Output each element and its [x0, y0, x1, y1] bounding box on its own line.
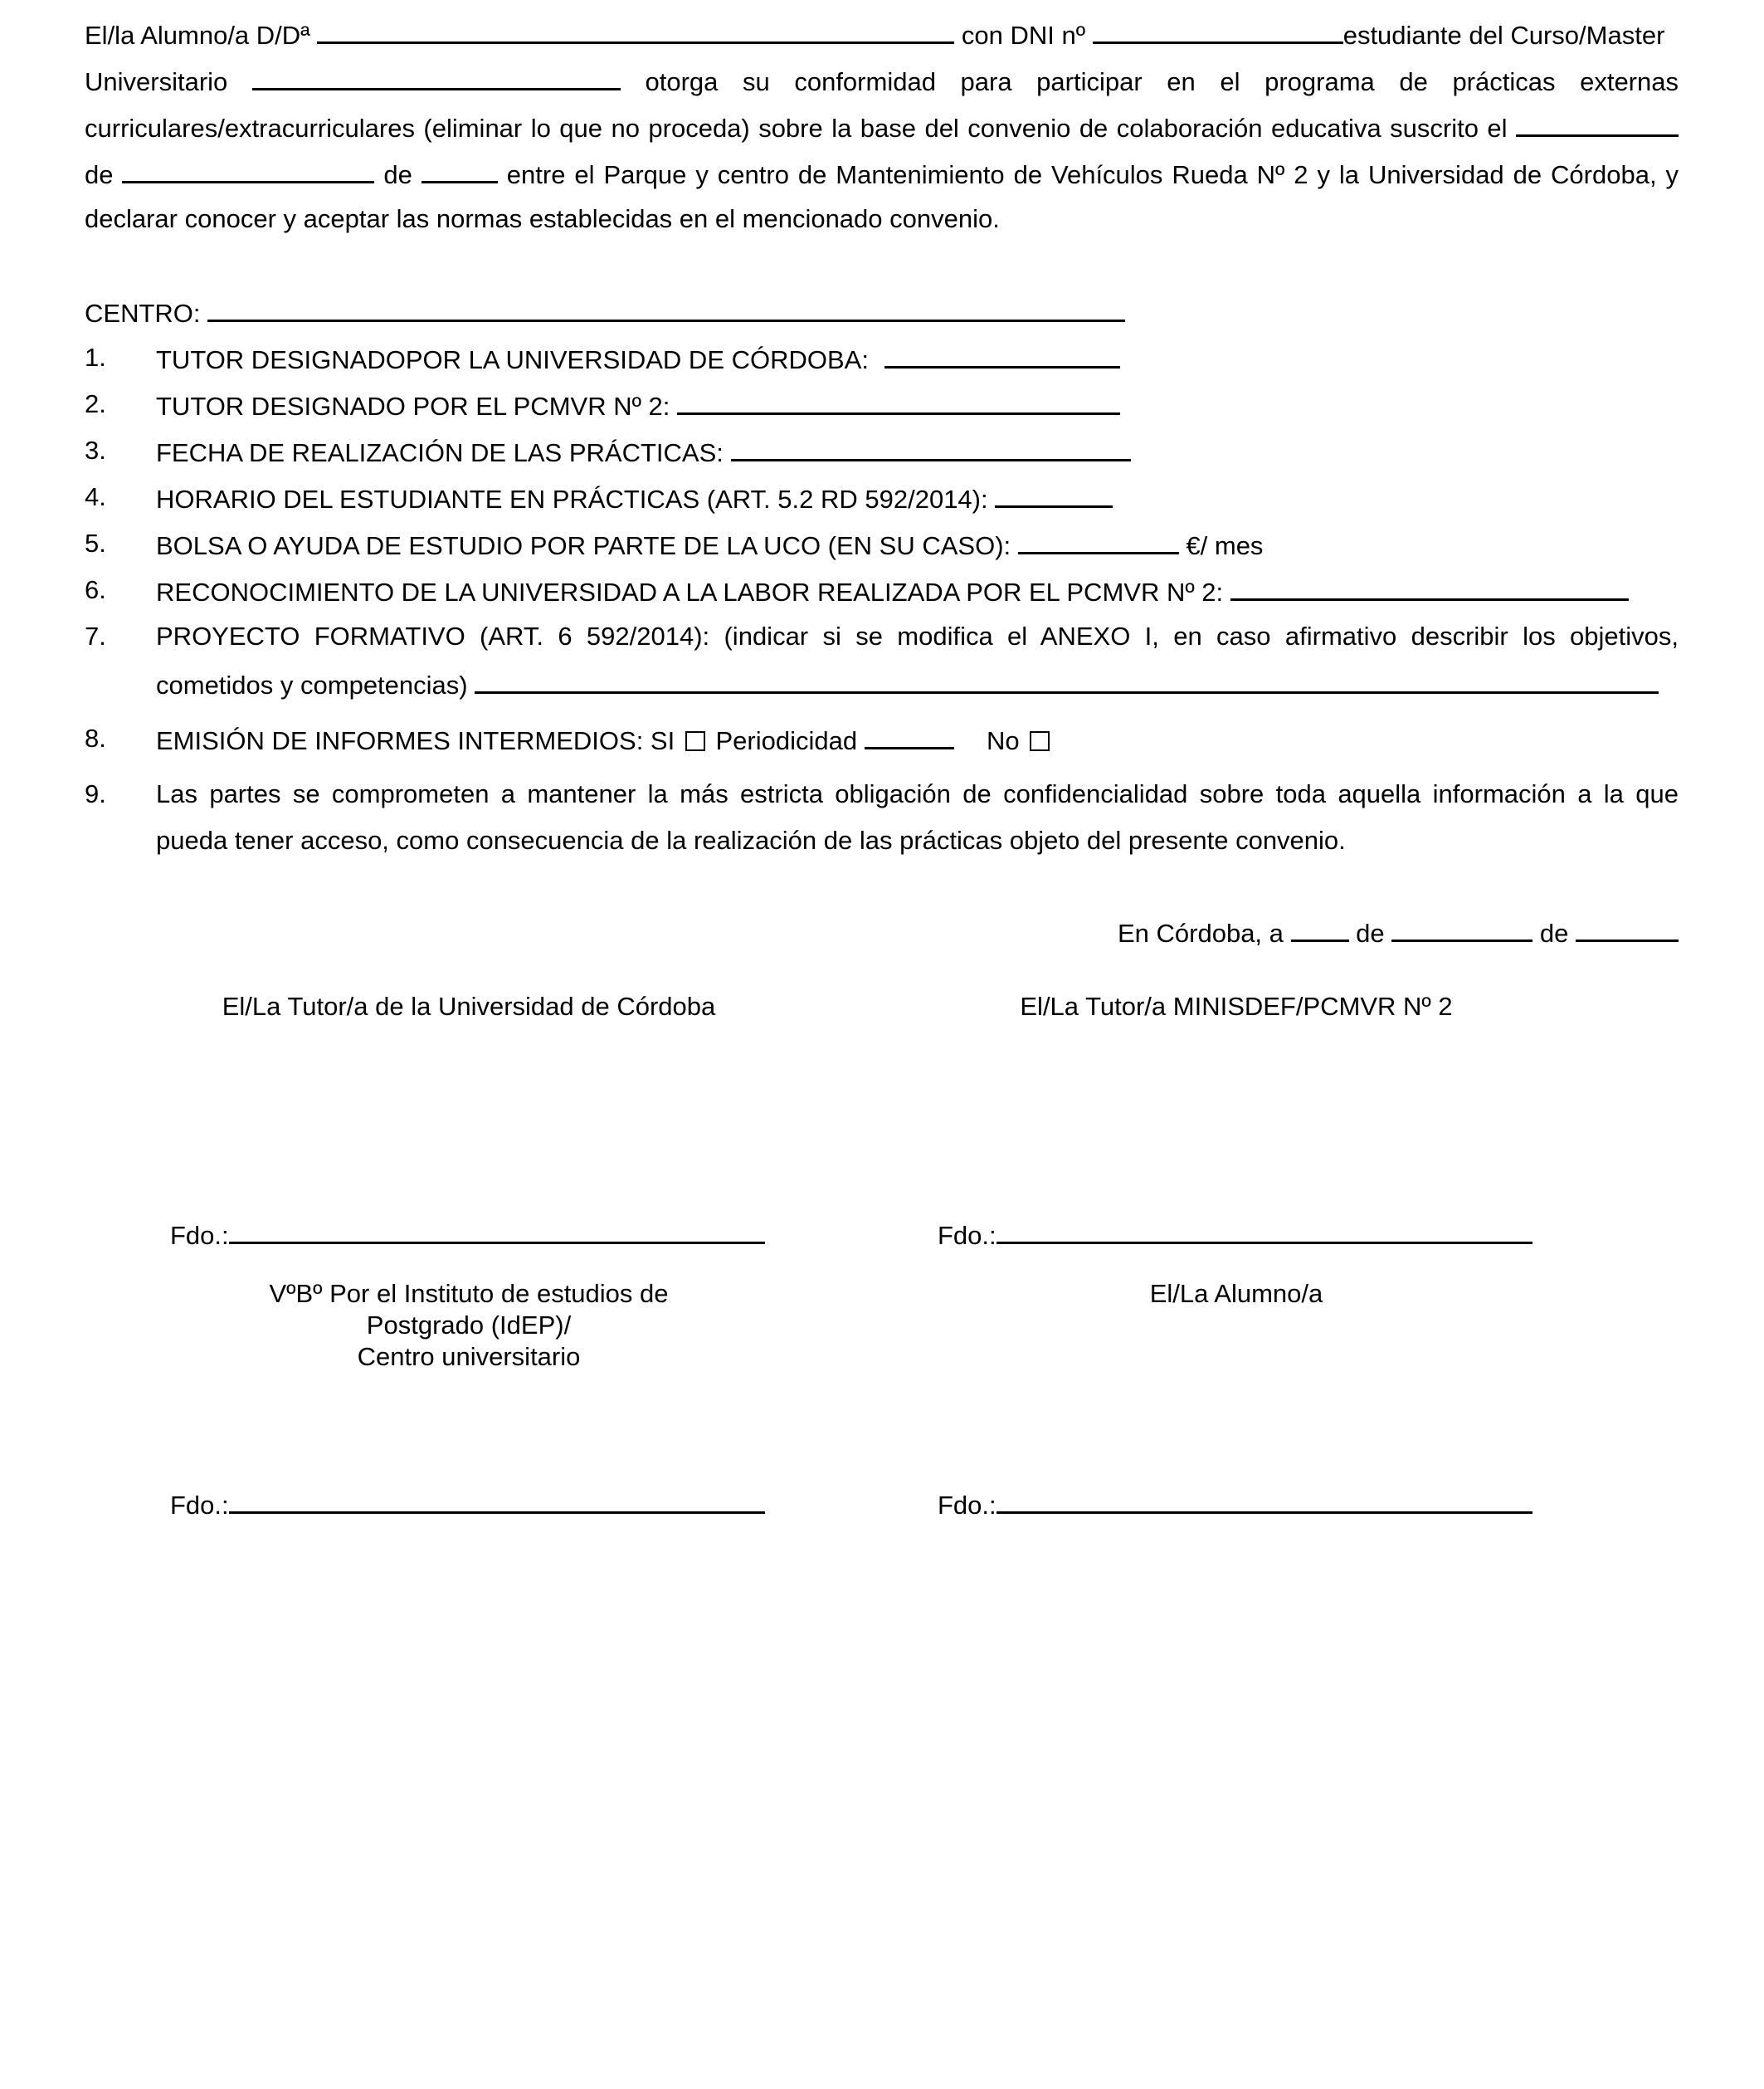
item-number: 1. — [85, 343, 106, 372]
intro-course-label: estudiante del Curso/Master — [1342, 21, 1665, 50]
item-text: FECHA DE REALIZACIÓN DE LAS PRÁCTICAS: — [156, 438, 724, 467]
intro-line-5 — [85, 203, 1679, 236]
agreement-day-field[interactable] — [1516, 110, 1679, 137]
schedule-field[interactable] — [995, 481, 1113, 508]
item-text: RECONOCIMIENTO DE LA UNIVERSIDAD A LA LABOR REALIZADA POR EL PCMVR Nº 2: — [156, 578, 1224, 607]
dni-field[interactable] — [1093, 17, 1343, 44]
intro-de-label: de — [85, 160, 114, 189]
item-text: TUTOR DESIGNADO POR EL PCMVR Nº 2: — [156, 392, 670, 421]
fdo-tutor-uco — [170, 1217, 765, 1252]
tutor-uco-heading: El/La Tutor/a de la Universidad de Córdoba — [222, 992, 716, 1021]
intro-agreement-text: curriculares/extracurriculares (eliminar lo que no proceda) sobre la base del convenio de colaboración educativa suscrito el — [85, 114, 1508, 143]
item-text: BOLSA O AYUDA DE ESTUDIO POR PARTE DE LA UCO (EN SU CASO): — [156, 531, 1011, 560]
recognition-field[interactable] — [1230, 573, 1629, 601]
item-text-line-1: PROYECTO FORMATIVO (ART. 6 592/2014): (indicar si se modifica el ANEXO I, en caso afirmativo describir los objetivos, — [156, 622, 1679, 651]
vobo-heading — [170, 1278, 767, 1373]
date-year-field[interactable] — [1576, 915, 1679, 942]
periodicity-field[interactable] — [865, 722, 954, 749]
si-checkbox[interactable] — [685, 731, 705, 751]
intro-dni-label: con DNI nº — [961, 21, 1086, 50]
agreement-month-field[interactable] — [122, 156, 374, 183]
date-line — [1118, 915, 1679, 950]
vobo-line-2: Postgrado (IdEP)/ — [366, 1311, 572, 1340]
signature-tutor-minisdef-field[interactable] — [997, 1217, 1533, 1244]
date-place-label: En Córdoba, a — [1117, 919, 1284, 948]
date-day-field[interactable] — [1291, 915, 1349, 942]
list-item-9 — [85, 778, 1679, 871]
intro-parties-text: entre el Parque y centro de Mantenimiento de Vehículos Rueda Nº 2 y la Universidad de Córdoba, y — [506, 160, 1679, 189]
project-field[interactable] — [475, 666, 1659, 694]
signature-vobo-field[interactable] — [229, 1486, 765, 1514]
course-name-field[interactable] — [252, 63, 621, 90]
signature-alumno-field[interactable] — [997, 1486, 1533, 1514]
tutor-uco-field[interactable] — [884, 341, 1120, 369]
item-text: HORARIO DEL ESTUDIANTE EN PRÁCTICAS (ART. 5.2 RD 592/2014): — [156, 485, 988, 514]
fdo-vobo — [170, 1486, 765, 1522]
item-number: 7. — [85, 622, 106, 651]
intro-line-1 — [85, 17, 1679, 52]
tutor-minisdef-heading: El/La Tutor/a MINISDEF/PCMVR Nº 2 — [1020, 992, 1453, 1021]
grant-unit: €/ mes — [1186, 531, 1264, 560]
fdo-tutor-minisdef — [938, 1217, 1533, 1252]
intro-declaration-text: declarar conocer y aceptar las normas establecidas en el mencionado convenio. — [85, 204, 1000, 233]
item-number: 4. — [85, 482, 106, 511]
student-name-field[interactable] — [317, 17, 954, 44]
vobo-line-3: Centro universitario — [357, 1342, 581, 1371]
item-text: TUTOR DESIGNADOPOR LA UNIVERSIDAD DE CÓRDOBA: — [156, 345, 869, 374]
no-checkbox[interactable] — [1030, 731, 1050, 751]
tutor-pcmvr-field[interactable] — [677, 388, 1120, 415]
fdo-label: Fdo.: — [170, 1491, 229, 1520]
centro-line — [85, 295, 1679, 330]
periodicity-label: Periodicidad — [715, 726, 858, 755]
intro-line-3 — [85, 110, 1679, 145]
item-text-line-2: cometidos y competencias) — [156, 671, 468, 700]
date-de-label-2: de — [1539, 919, 1569, 948]
item-number: 6. — [85, 575, 106, 604]
alumno-heading: El/La Alumno/a — [1149, 1279, 1323, 1308]
item-text-line-1: Las partes se comprometen a mantener la más estricta obligación de confidencialidad sobre toda aquella información a la que — [156, 779, 1679, 808]
item-number: 8. — [85, 724, 106, 753]
signature-tutor-uco-field[interactable] — [229, 1217, 765, 1244]
item-number: 2. — [85, 389, 106, 418]
date-month-field[interactable] — [1391, 915, 1533, 942]
centro-field[interactable] — [207, 295, 1125, 322]
item-text: EMISIÓN DE INFORMES INTERMEDIOS: SI — [156, 726, 675, 755]
list-item-7 — [85, 620, 1679, 713]
centro-label: CENTRO: — [85, 299, 201, 328]
intro-university-label: Universitario — [85, 67, 228, 96]
fdo-label: Fdo.: — [938, 1491, 997, 1520]
intro-conformity-text: otorga su conformidad para participar en el programa de prácticas externas — [645, 67, 1679, 96]
intro-student-label: El/la Alumno/a D/Dª — [85, 21, 310, 50]
item-number: 3. — [85, 436, 106, 465]
agreement-year-field[interactable] — [422, 156, 498, 183]
intro-de-label-2: de — [383, 160, 412, 189]
intro-line-2 — [85, 63, 1679, 99]
fdo-alumno — [938, 1486, 1533, 1522]
vobo-line-1: VºBº Por el Instituto de estudios de — [269, 1279, 669, 1308]
fdo-label: Fdo.: — [938, 1221, 997, 1250]
no-label: No — [986, 726, 1020, 755]
item-text-line-2: pueda tener acceso, como consecuencia de la realización de las prácticas objeto del presente convenio. — [156, 826, 1346, 855]
item-number: 5. — [85, 529, 106, 558]
practice-dates-field[interactable] — [731, 434, 1131, 461]
grant-amount-field[interactable] — [1018, 527, 1179, 554]
item-number: 9. — [85, 779, 106, 808]
intro-line-4 — [85, 156, 1679, 192]
fdo-label: Fdo.: — [170, 1221, 229, 1250]
date-de-label: de — [1356, 919, 1385, 948]
